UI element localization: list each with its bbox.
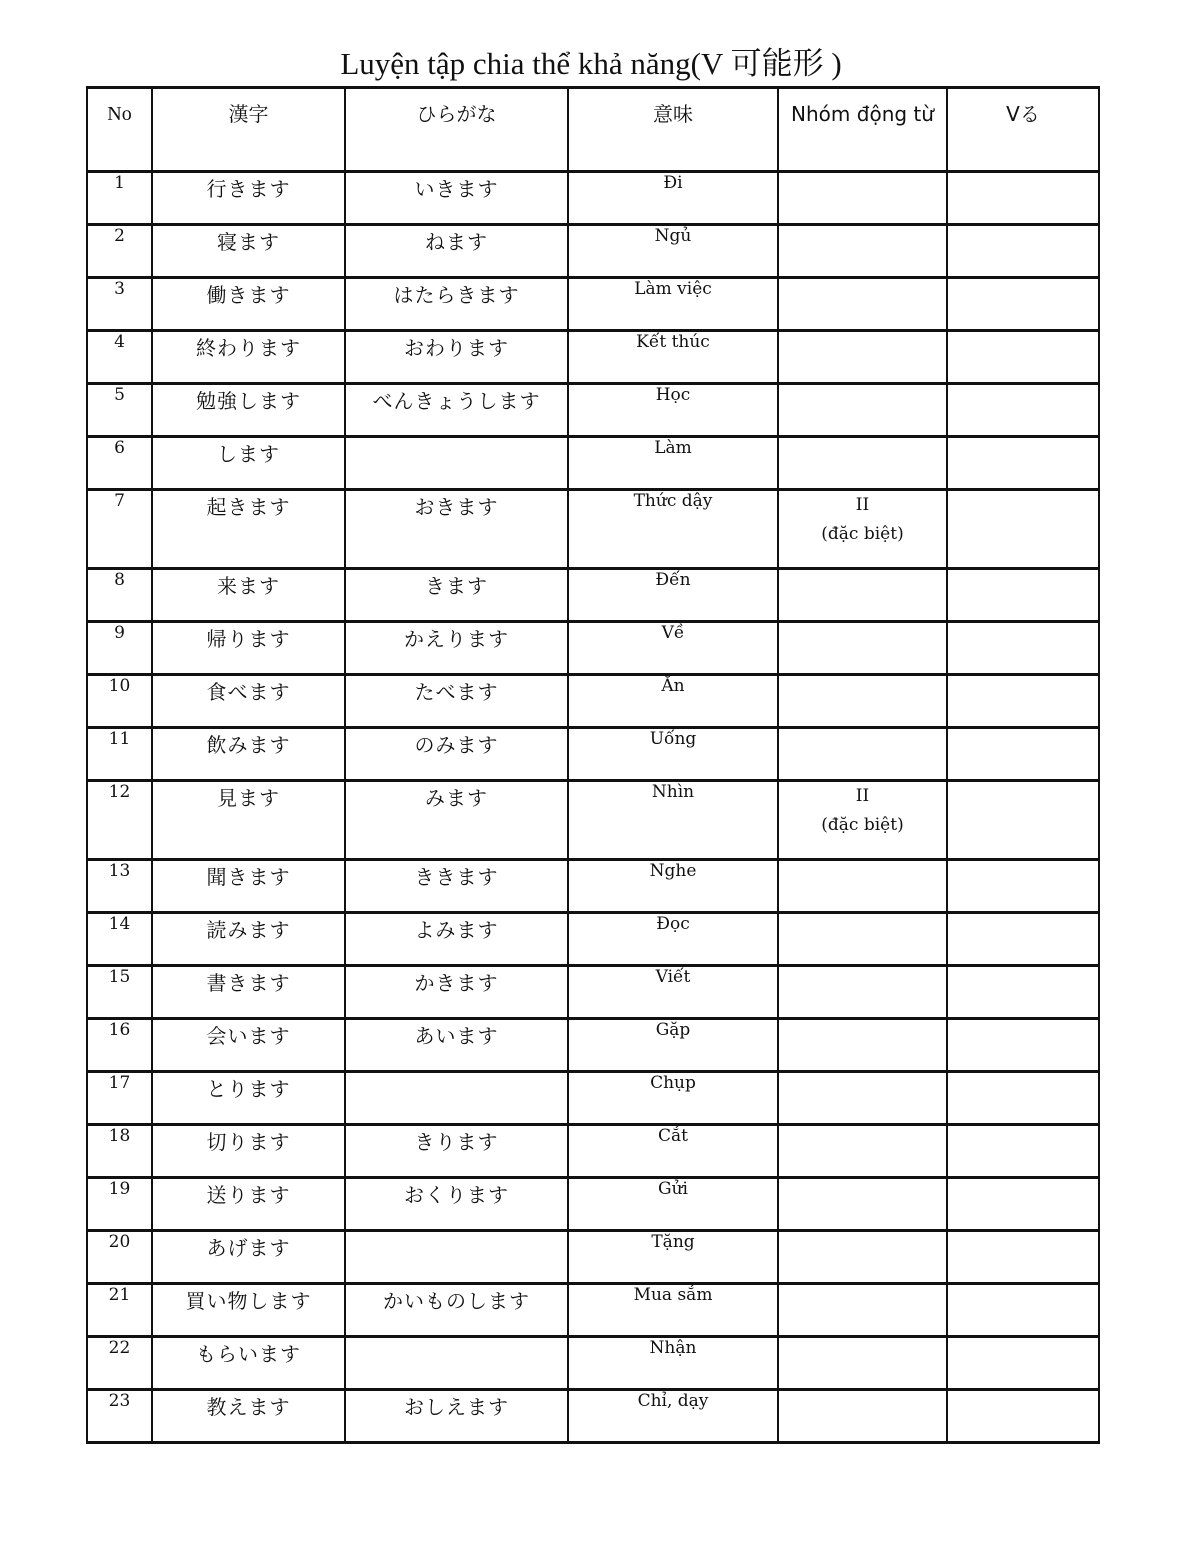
hiragana-cell: みます <box>345 781 568 860</box>
row-number: 14 <box>87 913 152 966</box>
row-number: 16 <box>87 1019 152 1072</box>
v-ru-cell[interactable] <box>947 675 1099 728</box>
meaning-cell: Đi <box>568 172 778 225</box>
v-ru-cell[interactable] <box>947 913 1099 966</box>
verb-group-note: (đặc biệt) <box>821 524 904 544</box>
hiragana-cell: おしえます <box>345 1390 568 1443</box>
table-row <box>87 913 1099 966</box>
header-kanji: 漢字 <box>152 88 345 172</box>
kanji-cell: 食べます <box>152 675 345 728</box>
kanji-cell: あげます <box>152 1231 345 1284</box>
table-body <box>87 172 1099 1443</box>
row-number: 12 <box>87 781 152 860</box>
hiragana-cell: たべます <box>345 675 568 728</box>
kanji-cell: 働きます <box>152 278 345 331</box>
row-number: 6 <box>87 437 152 490</box>
v-ru-cell[interactable] <box>947 1337 1099 1390</box>
row-number: 18 <box>87 1125 152 1178</box>
kanji-cell: とります <box>152 1072 345 1125</box>
verb-group-cell[interactable] <box>778 490 947 569</box>
row-number: 3 <box>87 278 152 331</box>
kanji-cell: 送ります <box>152 1178 345 1231</box>
kanji-cell: 来ます <box>152 569 345 622</box>
hiragana-cell: きります <box>345 1125 568 1178</box>
hiragana-cell: おきます <box>345 490 568 569</box>
verb-group-cell[interactable] <box>778 278 947 331</box>
header-no: No <box>87 88 152 172</box>
header-v-ru: Vる <box>947 88 1099 172</box>
meaning-cell: Kết thúc <box>568 331 778 384</box>
v-ru-cell[interactable] <box>947 860 1099 913</box>
table-row <box>87 331 1099 384</box>
kanji-cell: します <box>152 437 345 490</box>
row-number: 8 <box>87 569 152 622</box>
verb-group-cell[interactable] <box>778 860 947 913</box>
verb-group-cell[interactable] <box>778 1019 947 1072</box>
meaning-cell: Chỉ, dạy <box>568 1390 778 1443</box>
verb-group-cell[interactable] <box>778 728 947 781</box>
kanji-cell: 行きます <box>152 172 345 225</box>
v-ru-cell[interactable] <box>947 1178 1099 1231</box>
v-ru-cell[interactable] <box>947 569 1099 622</box>
table-row <box>87 569 1099 622</box>
v-ru-cell[interactable] <box>947 1390 1099 1443</box>
v-ru-cell[interactable] <box>947 278 1099 331</box>
verb-group-cell[interactable] <box>778 1231 947 1284</box>
v-ru-cell[interactable] <box>947 728 1099 781</box>
hiragana-cell: あいます <box>345 1019 568 1072</box>
v-ru-cell[interactable] <box>947 437 1099 490</box>
meaning-cell: Nhận <box>568 1337 778 1390</box>
verb-group-cell[interactable] <box>778 622 947 675</box>
verb-group-cell[interactable] <box>778 966 947 1019</box>
meaning-cell: Viết <box>568 966 778 1019</box>
v-ru-cell[interactable] <box>947 172 1099 225</box>
hiragana-cell <box>345 1231 568 1284</box>
table-header-row <box>87 88 1099 172</box>
kanji-cell: 寝ます <box>152 225 345 278</box>
table-row <box>87 781 1099 860</box>
kanji-cell: 終わります <box>152 331 345 384</box>
table-row <box>87 1178 1099 1231</box>
hiragana-cell: ききます <box>345 860 568 913</box>
hiragana-cell: おくります <box>345 1178 568 1231</box>
page-title: Luyện tập chia thể khả năng(V 可能形 ) <box>340 46 842 81</box>
table-row <box>87 622 1099 675</box>
table-row <box>87 1072 1099 1125</box>
row-number: 7 <box>87 490 152 569</box>
verb-group-cell[interactable] <box>778 384 947 437</box>
row-number: 4 <box>87 331 152 384</box>
verb-group-cell[interactable] <box>778 1125 947 1178</box>
verb-group-value: II <box>855 495 870 515</box>
hiragana-cell: おわります <box>345 331 568 384</box>
header-meaning: 意味 <box>568 88 778 172</box>
table-row <box>87 1284 1099 1337</box>
hiragana-cell <box>345 437 568 490</box>
table-row <box>87 860 1099 913</box>
table-row <box>87 384 1099 437</box>
table-row <box>87 1125 1099 1178</box>
kanji-cell: 帰ります <box>152 622 345 675</box>
table-row <box>87 490 1099 569</box>
kanji-cell: もらいます <box>152 1337 345 1390</box>
v-ru-cell[interactable] <box>947 966 1099 1019</box>
v-ru-cell[interactable] <box>947 1284 1099 1337</box>
row-number: 19 <box>87 1178 152 1231</box>
table-row <box>87 172 1099 225</box>
hiragana-cell <box>345 1072 568 1125</box>
table-row <box>87 278 1099 331</box>
verb-group-cell[interactable] <box>778 1284 947 1337</box>
hiragana-cell: よみます <box>345 913 568 966</box>
row-number: 17 <box>87 1072 152 1125</box>
hiragana-cell: べんきょうします <box>345 384 568 437</box>
row-number: 23 <box>87 1390 152 1443</box>
verb-group-cell[interactable] <box>778 1178 947 1231</box>
meaning-cell: Về <box>568 622 778 675</box>
verb-table <box>86 86 1100 1444</box>
meaning-cell: Ngủ <box>568 225 778 278</box>
verb-group-cell[interactable] <box>778 569 947 622</box>
row-number: 1 <box>87 172 152 225</box>
table-row <box>87 225 1099 278</box>
verb-group-cell[interactable] <box>778 1337 947 1390</box>
v-ru-cell[interactable] <box>947 1125 1099 1178</box>
kanji-cell: 勉強します <box>152 384 345 437</box>
v-ru-cell[interactable] <box>947 1072 1099 1125</box>
table-row <box>87 1390 1099 1443</box>
meaning-cell: Chụp <box>568 1072 778 1125</box>
row-number: 13 <box>87 860 152 913</box>
row-number: 22 <box>87 1337 152 1390</box>
v-ru-cell[interactable] <box>947 490 1099 569</box>
row-number: 5 <box>87 384 152 437</box>
row-number: 10 <box>87 675 152 728</box>
v-ru-cell[interactable] <box>947 781 1099 860</box>
meaning-cell: Tặng <box>568 1231 778 1284</box>
kanji-cell: 読みます <box>152 913 345 966</box>
hiragana-cell <box>345 1337 568 1390</box>
hiragana-cell: ねます <box>345 225 568 278</box>
row-number: 15 <box>87 966 152 1019</box>
meaning-cell: Thức dậy <box>568 490 778 569</box>
v-ru-cell[interactable] <box>947 622 1099 675</box>
meaning-cell: Đến <box>568 569 778 622</box>
kanji-cell: 切ります <box>152 1125 345 1178</box>
table-row <box>87 437 1099 490</box>
meaning-cell: Cắt <box>568 1125 778 1178</box>
meaning-cell: Ăn <box>568 675 778 728</box>
kanji-cell: 会います <box>152 1019 345 1072</box>
hiragana-cell: きます <box>345 569 568 622</box>
header-hiragana: ひらがな <box>345 88 568 172</box>
hiragana-cell: かきます <box>345 966 568 1019</box>
v-ru-cell[interactable] <box>947 1231 1099 1284</box>
meaning-cell: Làm <box>568 437 778 490</box>
v-ru-cell[interactable] <box>947 1019 1099 1072</box>
table-row <box>87 728 1099 781</box>
kanji-cell: 見ます <box>152 781 345 860</box>
kanji-cell: 聞きます <box>152 860 345 913</box>
kanji-cell: 起きます <box>152 490 345 569</box>
verb-group-cell[interactable] <box>778 437 947 490</box>
header-verb-group: Nhóm động từ <box>778 88 947 172</box>
kanji-cell: 買い物します <box>152 1284 345 1337</box>
verb-group-cell[interactable] <box>778 675 947 728</box>
meaning-cell: Nghe <box>568 860 778 913</box>
hiragana-cell: かえります <box>345 622 568 675</box>
verb-group-note: (đặc biệt) <box>821 815 904 835</box>
v-ru-cell[interactable] <box>947 225 1099 278</box>
meaning-cell: Học <box>568 384 778 437</box>
row-number: 2 <box>87 225 152 278</box>
table-row <box>87 1019 1099 1072</box>
verb-group-value: II <box>855 786 870 806</box>
hiragana-cell: のみます <box>345 728 568 781</box>
v-ru-cell[interactable] <box>947 331 1099 384</box>
meaning-cell: Uống <box>568 728 778 781</box>
table-row <box>87 1231 1099 1284</box>
verb-group-cell[interactable] <box>778 331 947 384</box>
kanji-cell: 飲みます <box>152 728 345 781</box>
hiragana-cell: かいものします <box>345 1284 568 1337</box>
row-number: 20 <box>87 1231 152 1284</box>
verb-group-cell[interactable] <box>778 172 947 225</box>
row-number: 9 <box>87 622 152 675</box>
verb-group-cell[interactable] <box>778 1072 947 1125</box>
table-row <box>87 675 1099 728</box>
meaning-cell: Gửi <box>568 1178 778 1231</box>
meaning-cell: Nhìn <box>568 781 778 860</box>
row-number: 21 <box>87 1284 152 1337</box>
v-ru-cell[interactable] <box>947 384 1099 437</box>
verb-group-cell[interactable] <box>778 225 947 278</box>
hiragana-cell: はたらきます <box>345 278 568 331</box>
meaning-cell: Đọc <box>568 913 778 966</box>
meaning-cell: Mua sắm <box>568 1284 778 1337</box>
verb-group-cell[interactable] <box>778 781 947 860</box>
verb-group-cell[interactable] <box>778 1390 947 1443</box>
table-row <box>87 966 1099 1019</box>
verb-group-cell[interactable] <box>778 913 947 966</box>
meaning-cell: Gặp <box>568 1019 778 1072</box>
table-row <box>87 1337 1099 1390</box>
kanji-cell: 書きます <box>152 966 345 1019</box>
meaning-cell: Làm việc <box>568 278 778 331</box>
hiragana-cell: いきます <box>345 172 568 225</box>
kanji-cell: 教えます <box>152 1390 345 1443</box>
row-number: 11 <box>87 728 152 781</box>
